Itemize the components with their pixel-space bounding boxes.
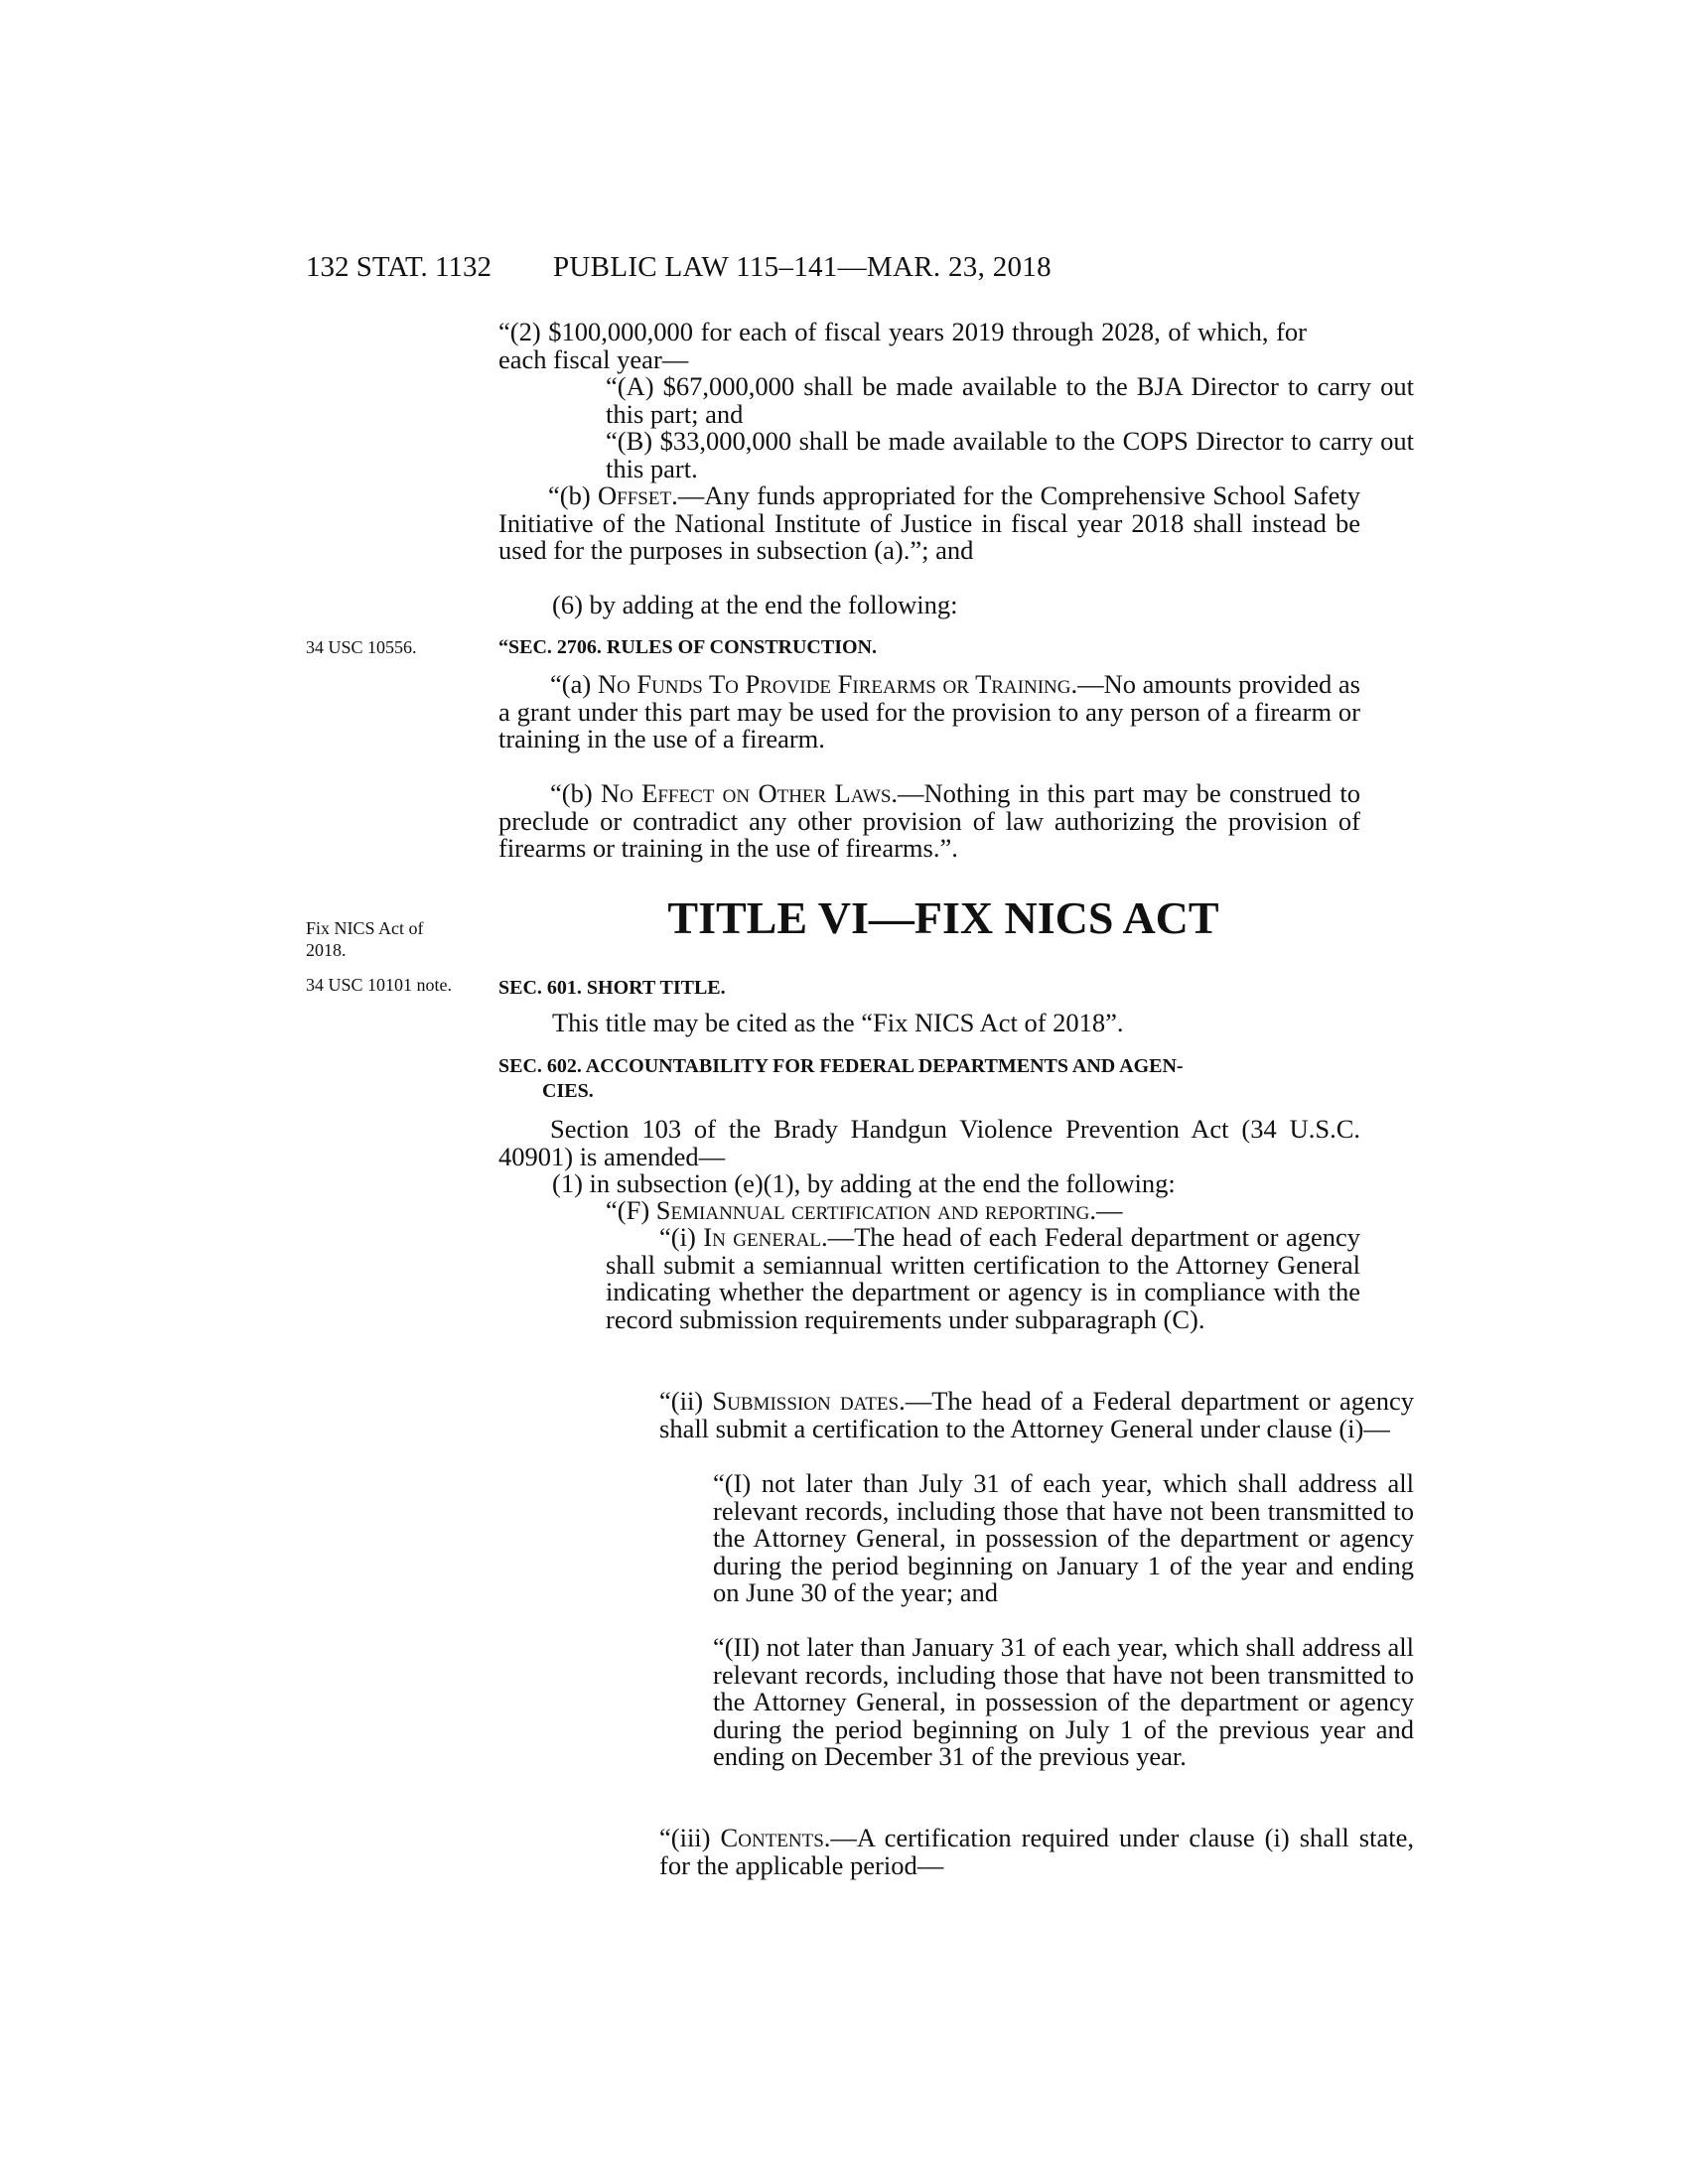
page-number: 132 STAT. 1132 [306, 251, 492, 283]
section-601-heading: SEC. 601. SHORT TITLE. [498, 977, 726, 999]
running-header: PUBLIC LAW 115–141—MAR. 23, 2018 [553, 251, 1052, 283]
section-2706-heading: “SEC. 2706. RULES OF CONSTRUCTION. [498, 636, 877, 658]
subparagraph-F-heading: “(F) Semiannual certification and reporting.— [606, 1195, 1123, 1225]
no-funds-heading: No Funds To Provide Firearms or Training [597, 669, 1071, 699]
no-effect-heading: No Effect on Other Laws [600, 778, 892, 808]
semiannual-heading: Semiannual certification and reporting [655, 1195, 1090, 1225]
section-602-heading: SEC. 602. ACCOUNTABILITY FOR FEDERAL DEPARTMENTS AND AGEN- [498, 1055, 1184, 1077]
paragraph-A-bja: “(A) $67,000,000 shall be made available to the BJA Director to carry out this part; and [606, 371, 1414, 429]
margin-note-fix-nics-act: Fix NICS Act of 2018. [306, 918, 424, 960]
paragraph-6-adding: (6) by adding at the end the following: [552, 590, 958, 619]
paragraph-2-funding: “(2) $100,000,000 for each of fiscal years 2019 through 2028, of which, for each fiscal year— [498, 317, 1307, 374]
paragraph-b-offset: “(b) Offset.—Any funds appropriated for the Comprehensive School Safety Initiative of the National Institute of Justice in fiscal year 2018 shall instead be used for the purposes in subsection (a).”; and [498, 480, 1360, 565]
subclause-I-july: “(I) not later than July 31 of each year, which shall address all relevant records, including those that have not been transmitted to the Attorney General, in possession of the department or agency during the period beginning on January 1 of the year and ending on June 30 of the year; and [713, 1468, 1414, 1607]
margin-note-usc-10556: 34 USC 10556. [306, 637, 417, 657]
clause-iii-contents: “(iii) Contents.—A certification required under clause (i) shall state, for the applicable period— [659, 1823, 1414, 1880]
section-601-text: This title may be cited as the “Fix NICS Act of 2018”. [552, 1008, 1124, 1037]
section-602-paragraph-1: (1) in subsection (e)(1), by adding at the end the following: [552, 1168, 1176, 1198]
subclause-II-january: “(II) not later than January 31 of each year, which shall address all relevant records, including those that have not been transmitted to the Attorney General, in possession of the department or agency during the period beginning on July 1 of the previous year and ending on December 31 of the previous year. [713, 1632, 1414, 1771]
section-602-heading-cont: CIES. [542, 1080, 594, 1102]
section-2706-subsection-b: “(b) No Effect on Other Laws.—Nothing in this part may be construed to preclude or contradict any other provision of law authorizing the provision of firearms or training in the use of firearms.”. [498, 778, 1360, 863]
clause-ii-submission-dates: “(ii) Submission dates.—The head of a Federal department or agency shall submit a certification to the Attorney General under clause (i)— [659, 1386, 1414, 1443]
in-general-heading: In general [703, 1222, 821, 1252]
margin-note-usc-10101-note: 34 USC 10101 note. [306, 975, 453, 995]
offset-heading: Offset [598, 480, 672, 510]
clause-i-in-general: “(i) In general.—The head of each Federal department or agency shall submit a semiannual written certification to the Attorney General indicating whether the department or agency is in compliance with the record submission requirements under subparagraph (C). [606, 1222, 1360, 1334]
title-vi-heading: TITLE VI—FIX NICS ACT [667, 892, 1219, 943]
contents-heading: Contents [720, 1823, 824, 1852]
paragraph-B-cops: “(B) $33,000,000 shall be made available to the COPS Director to carry out this part. [606, 426, 1414, 483]
section-602-intro: Section 103 of the Brady Handgun Violence Prevention Act (34 U.S.C. 40901) is amended— [498, 1114, 1360, 1171]
submission-dates-heading: Submission dates [712, 1386, 900, 1416]
section-2706-subsection-a: “(a) No Funds To Provide Firearms or Training.—No amounts provided as a grant under this part may be used for the provision to any person of a firearm or training in the use of a firearm. [498, 669, 1360, 753]
